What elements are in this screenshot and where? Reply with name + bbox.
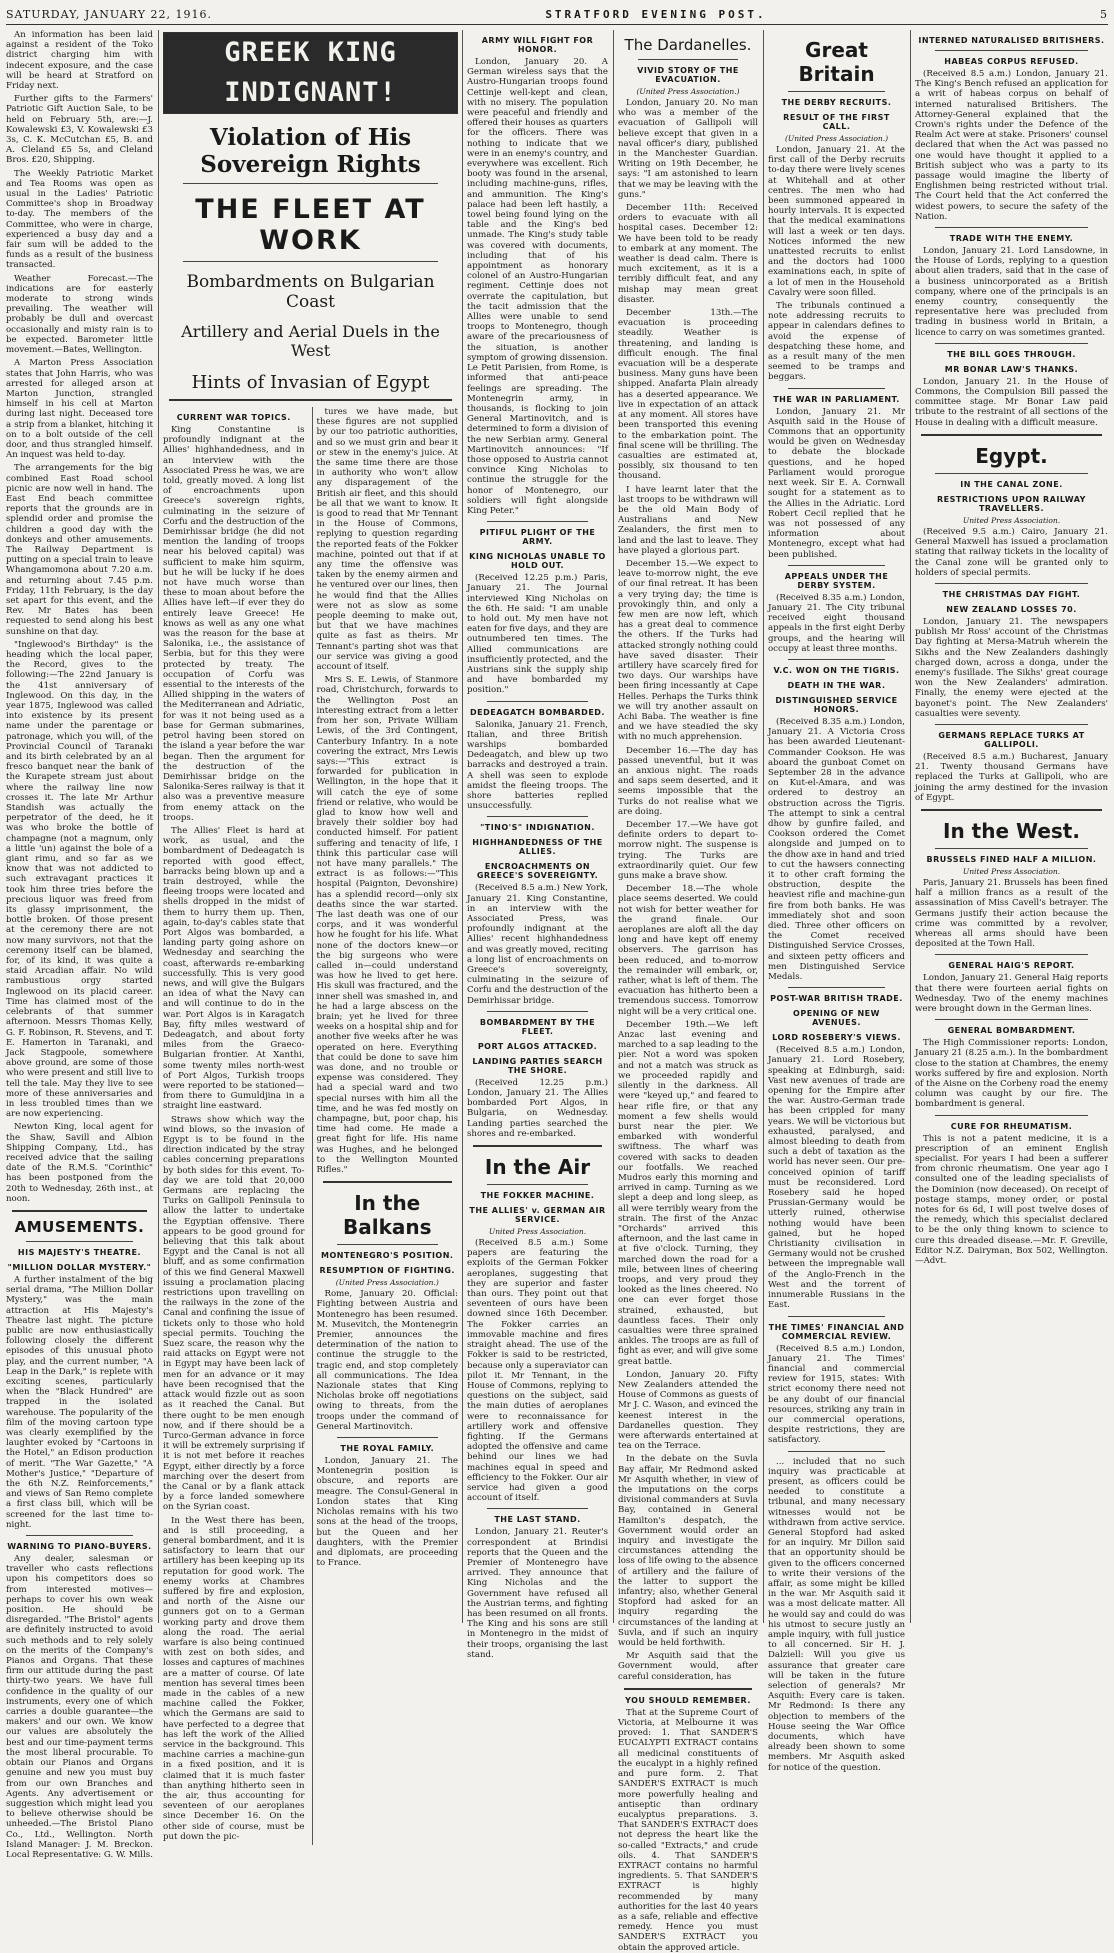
- section-divider: [935, 50, 1088, 51]
- section-divider: [935, 724, 1088, 725]
- christmas-fight-heading: THE CHRISTMAS DAY FIGHT.: [942, 589, 1081, 599]
- nz-losses-article: London, January 21. The newspapers publish Mr Ross' account of the Christmas Day fighting at Mersa-Matruh wherein the Sikhs and the New Zealanders dashingly charged down, across a donga, under the enemy's fusillade. The Sikhs' great courage won the New Zealanders' admiration. Finally, the enemy were ejected at the bayonet's point. The New Zealanders' casualties were seventy.: [915, 616, 1108, 719]
- landing-article: (Received 12.25 p.m.) London, January 21. The Allies bombarded Port Algos, in Bulgaria, on Wednesday. Landing parties searched the shores and re-embarked.: [467, 1077, 608, 1139]
- encroachments-article: (Received 8.5 a.m.) New York, January 21. King Constantine, in an interview with the Associated Press, was profoundly indignant at the Allies' recent highhandedness and was greatly moved, reciting a long list of encroachments on Greece's sovereignty, culminating in the seizure of Corfu and the destruction of the Demirhissar bridge.: [467, 883, 608, 1006]
- dardanelles-paragraph: December 17.—We have got definite orders to depart to-morrow night. The suspense is trying. The Turks are extraordinarily quiet. Our few guns make a brave show.: [618, 820, 758, 882]
- headline-greek-king: GREEK KING INDIGNANT!: [163, 32, 458, 114]
- section-divider: [935, 1019, 1088, 1020]
- rosebery-article: (Received 8.5 a.m.) London, January 21. Lord Rosebery, speaking at Edinburgh, said: Vast new avenues of trade are opening for the Empire after the war. Austro-German trade has been crippled for many years. We will be victorious but exhausted, paralysed, and almost bleeding to death from such a debt of taxation as the world has never seen. Our pre-conceived opinion of tariff must be reconsidered. Lord Rosebery said he hoped Prussian-Germany would be utterly ruined, otherwise nothing would have been gained, but he hoped Christianity civilisation in Germany would not be crushed between the impregnable wall of the Anglo-French in the West and the torrent of innumerable Russians in the East.: [768, 1045, 905, 1311]
- section-divider: [788, 1451, 885, 1452]
- interned-heading: INTERNED NATURALISED BRITISHERS.: [918, 36, 1105, 45]
- dardanelles-paragraph: London, January 20. No man who was a member of the evacuation of Gallipoli will believe except that given in a naval officer's diary, published in the Manchester Guardian. Writing on 19th December, he says: "I am astonished to learn that we may be leaving with the guns.": [618, 98, 758, 200]
- section-divider: [788, 388, 885, 389]
- dardanelles-paragraph: December 18.—The whole place seems deserted. We could not wish for better weather for the grand finale. Our aeroplanes are aloft all the day long and have kept off enemy observers. The garrison has been reduced, and to-morrow the remainder will embark, or, rather, what is left of them. The evacuation has hitherto been a tremendous success. Tomorrow night will be a very critical one.: [618, 884, 758, 1017]
- army-heading: ARMY WILL FIGHT FOR HONOR.: [481, 36, 594, 54]
- dedeagatch-article: Salonika, January 21. French, Italian, and three British warships bombarded Dedeagatch, and blew up two barracks and destroyed a train. A shell was seen to explode amidst the fleeing troops. The shore batteries replied unsuccessfully.: [467, 719, 608, 812]
- section-divider: [473, 1145, 602, 1147]
- section-divider: [935, 1115, 1088, 1116]
- dedeagatch-heading: DEDEAGATCH BOMBARDED.: [470, 707, 605, 717]
- theatre-subheading: "MILLION DOLLAR MYSTERY.": [7, 1262, 152, 1272]
- remember-advert: That at the Supreme Court of Victoria, at Melbourne it was proved: 1. That SANDER'S EUCALYPTI EXTRACT contains all medicinal constituents of the eucalypt in a highly refined and pure form. 2. That SANDER'S EXTRACT is much more powerfully healing and antiseptic than ordinary eucalyptus preparations. 3. That SANDER'S EXTRACT does not depress the heart like the so-called "Extracts," and crude oils. 4. That SANDER'S EXTRACT contains no harmful ingredients. 5. That SANDER'S EXTRACT is highly recommended by many authorities for the last 40 years as a safe, reliable and effective remedy. Hence you must SANDER'S EXTRACT you obtain the approved article.: [618, 1707, 758, 1953]
- section-divider: [12, 1210, 147, 1212]
- dardanelles-paragraph: In the debate on the Suvla Bay affair, Mr Redmond asked Mr Asquith whether, in view of the imputations on the corps divisional commanders at Suvla Bay, contained in General Hamilton's despatch, the Government would order an inquiry and investigate the circumstances attending the loss of life owing to the absence of artillery and the failure of the latter to support the infantry; also, whether General Stopford had asked for an inquiry regarding the circumstances of the landing at Suvla, and if such an inquiry would be held forthwith.: [618, 1454, 758, 1649]
- suvla-continuation: ... included that no such inquiry was practicable at present, as officers could be needed to constitute a tribunal, and many necessary witnesses would not be withdrawn from active service. General Stopford had asked for an inquiry. Mr Dillon said that an opportunity should be given to the officers concerned to write their versions of the affair, as some might be killed in the war. Mr Asquith said it was a most delicate matter. All he would say and could do was his utmost to secure justly an ample inquiry, with full justice to all concerned. Sir H. J. Dalziell: Will you give us assurance that greater care will be taken in the future selection of generals? Mr Asquith: Every care is taken. Mr Redmond: Is there any objection to members of the House seeing the War Office documents, which have already been shown to some members. Mr Asquith asked for notice of the question.: [768, 1456, 905, 1773]
- section-divider: [788, 1316, 885, 1317]
- avenues-heading: OPENING OF NEW AVENUES.: [793, 1009, 880, 1028]
- haig-article: London, January 21. General Haig reports that there were fourteen aerial fights on Wednesday. Two of the enemy machines were brought down in the German lines.: [915, 973, 1108, 1014]
- column-dardanelles: [618, 30, 758, 1953]
- montenegro-heading: MONTENEGRO'S POSITION.: [321, 1251, 454, 1261]
- parliament-heading: THE WAR IN PARLIAMENT.: [773, 394, 900, 404]
- byline: (United Press Association.): [784, 134, 889, 143]
- section-divider: [323, 1181, 453, 1183]
- column-rule: [613, 30, 614, 1623]
- death-heading: DEATH IN THE WAR.: [787, 680, 886, 690]
- headline-artillery: Artillery and Aerial Duels in the West: [181, 322, 440, 360]
- enemy-trade-article: London, January 21. Lord Lansdowne, in the House of Lords, replying to a question about alien traders, said that in the case of a business unincorporated as a British company, where one of the principals is an enemy country, consequently the representative here was precluded from trading in business world in Britain, a licence to carry on was sometimes granted.: [915, 246, 1108, 338]
- section-divider: [935, 848, 1088, 849]
- amusements-heading: AMUSEMENTS.: [14, 1217, 145, 1236]
- brussels-heading: BRUSSELS FINED HALF A MILLION.: [926, 854, 1097, 864]
- column-great-britain: [768, 30, 905, 1773]
- parliament-article: London, January 21. Mr Asquith said in the House of Commons that an opportunity would be given on Wednesday to debate the blockade questions, and he hoped Parliament would prorogue next week. Sir E. A. Cornwall sought for a statement as to the Allies in the Adriatic. Lord Robert Cecil replied that he was not possessed of any information about Montenegro, except what had been published.: [768, 406, 905, 560]
- column-rule: [910, 30, 911, 1623]
- section-divider: [487, 816, 588, 817]
- fokker-heading: THE FOKKER MACHINE.: [480, 1191, 595, 1201]
- war-topics-paragraph: tures we have made, but these figures are not supplied by our too patriotic authorities, and so we must grin and bear it or stew in the enemy's juice. At the same time there are those in authority who won't allow any disparagement of the British air fleet, and this should be all that we want to know. It is good to read that Mr Tennant in the House of Commons, replying to question regarding the reported feats of the Fokker machine, pointed out that if at any time the offensive was taken by the enemy airmen and he ventured over our lines, then he would find that the Allies were not as slow as some people deeming to make out, but that we have machines quite as fast as theirs. Mr Tennant's parting shot was that our service was giving a good account of itself.: [316, 407, 458, 673]
- theatre-article: A further instalment of the big serial drama, "The Million Dollar Mystery," was the main attraction at His Majesty's Theatre last night. The picture public are now enthusiastically following closely the different episodes of this unusual photo play, and the current number, "A Leap in the Dark," is replete with exciting scenes, particularly when the "Black Hundred" are trapped in the isolated warehouse. The popularity of the film of the moving cartoon type was clearly exemplified by the laughter evoked by "Cartoons in the Hotel," an Edison production of merit. "The War Gazette," "A Mother's Justice," "Departure of the 6th N.Z. Reinforcements," and views of San Remo complete a first class bill, which will be screened for the last time to-night.: [6, 1274, 153, 1530]
- haig-heading: GENERAL HAIG'S REPORT.: [948, 961, 1075, 971]
- balkans-heading: In the Balkans: [342, 1191, 432, 1240]
- montenegro-article: Rome, January 20. Official: Fighting between Austria and Montenegro has been resumed. M. Musevitch, the Montenegrin Premier, announces the determination of the nation to continue the struggle to the tragic end, and stop completely all communications. The Idea Nazionale states that King Nicholas broke off negotiations owing to threats, from the troops under the command of General Martinovitch.: [316, 1289, 458, 1432]
- dardanelles-paragraph: December 19th.—We left Anzac last evening and marched to a sap leading to the pier. Not a word was spoken and not a match was struck as we proceeded rapidly and silently in the darkness. All were "keyed up," and feared to hear rifle fire, or that any moment a few shells would burst near the pier. We embarked with wonderful swiftness. The wharf was covered with sacks to deaden our footfalls. We reached Mudros early this morning and arrived in camp. Turning as we slept a deep and long sleep, as all were terribly weary from the strain. The first of the Anzac "Orchards" arrived this afternoon, and the last came in at five o'clock. Turning, they marched down the road for a mile, between lines of cheering troops, and very proud they looked as the lines cheered. No one can ever forget those strained, exhausted, but dauntless faces. Their only casualties were three sprained ankles. The troops are as full of fight as ever, and will give some great battle.: [618, 1019, 758, 1367]
- section-divider: [487, 1011, 588, 1012]
- issue-date: SATURDAY, JANUARY 22, 1916.: [6, 7, 212, 21]
- times-article: (Received 8.5 a.m.) London, January 21. The Times' financial and commercial review for 1915, states: With strict economy there need not be any doubt of our financial resources, striking any train in our commercial operations, despite restrictions, they are satisfactory.: [768, 1343, 905, 1446]
- theatre-heading: HIS MAJESTY'S THEATRE.: [17, 1247, 142, 1257]
- general-bombardment-article: The High Commissioner reports: London, January 21 (8.25 a.m.). In the bombardment close to the station at Chambres, the enemy works suffered by fire and explosion. North of the Aisne on the Corbeny road the enemy column was caught by our fire. The bombardment is general.: [915, 1038, 1108, 1110]
- fleet-bombardment-heading: BOMBARDMENT BY THE FLEET.: [479, 1017, 596, 1036]
- byline: (United Press Association.): [335, 1278, 439, 1288]
- habeas-heading: HABEAS CORPUS REFUSED.: [944, 57, 1079, 66]
- section-divider: [935, 343, 1088, 344]
- west-heading: In the West.: [943, 818, 1080, 843]
- section-divider: [935, 227, 1088, 228]
- times-heading: THE TIMES' FINANCIAL AND COMMERCIAL REVIEW.: [768, 1322, 905, 1341]
- column-rule: [462, 30, 463, 1623]
- column-rule: [763, 30, 764, 1623]
- news-paragraph: "Inglewood's Birthday" is the heading which the local paper, the Record, gives to the following:—The 22nd January is the 41st anniversary of Inglewood. On this day, in the year 1875, Inglewood was called into existence by its present name under the parentage or patronage, which you will, of the Provincial Council of Taranaki and its birth celebrated by an al fresco banquet near the bank of the Kurapete stream just about where the railway line now crosses it. The late Mr Arthur Standish was actually the perpetrator of the deed, he it was who broke the bottle of champagne (not a magnum, only a little 'un) against the bole of a giant rimu, and so far as we know that was not addicted to such extravagant practices it took him three tries before the precious liquor was freed from its glassy imprisonment, the bottle broken. Of those present at the ceremony there are not now many survivors, not that the ceremony itself can be blamed, for, of its kind, it was quite a staid Arcadian affair. No wild rambustious orgy started Inglewood on its placid career. Time has claimed most of the celebrants of that summer afternoon. Messrs Thomas Kelly, G. F. Robinson, R. Stevens, and T. E. Hamerton in Taranaki, and Jack Stagpoole, somewhere above ground, are some of those who were present and still live to tell the tale. May they live to see more of these anniversaries and in less troubled times than we are now experiencing.: [6, 639, 153, 1120]
- war-topics-paragraph: In the West there has been, and is still proceeding, a general bombardment, and it is satisfactory to learn that our artillery has been keeping up its reputation for good work. The enemy works at Chambres suffered by fire and explosion, and north of the Aisne our gunners got on to a German working party and drove them along the road. The aerial warfare is also being continued with zest on both sides, and losses and captures of machines are a matter of course. Of late mention has several times been made in the cables of a new machine called the Fokker, which the Germans are said to have perfected to a degree that has left the work of the Allied service in the background. This machine carries a machine-gun in a fixed position, and it is claimed that it is much faster than anything hitherto seen in the air, thus accounting for seventeen of our aeroplanes since December 16. On the other side of course, must be put down the pic-: [163, 1515, 305, 1842]
- nicholas-article: (Received 12.25 p.m.) Paris, January 21. The Journal interviewed King Nicholas on the 6th. He said: "I am unable to hold out. My men have not eaten for five days, and they are outnumbered ten times. The Allied communications are insufficiently protected, and the Austrians sink the supply ship and have bombarded my position.": [467, 573, 608, 696]
- section-divider: [788, 659, 885, 660]
- air-heading: In the Air: [484, 1155, 591, 1180]
- section-divider: [788, 987, 885, 988]
- section-divider: [624, 1688, 752, 1690]
- royal-family-article: London, January 21. The Montenegrin position is obscure, and reports are meagre. The Consul-General in London states that King Nicholas remains with his two sons at the head of the troops, but the Queen and her daughters, with the Premier and diplomats, are proceeding to France.: [316, 1456, 458, 1569]
- section-divider: [183, 183, 438, 184]
- column-montenegro: [467, 30, 608, 1660]
- headline-bulgarian-coast: Bombardments on Bulgarian Coast: [186, 272, 435, 312]
- railway-article: (Received 9.5 a.m.) Cairo, January 21. General Maxwell has issued a proclamation stating that railway tickets in the locality of the Canal zone will be granted only to holders of special permits.: [915, 526, 1108, 578]
- evacuation-heading: VIVID STORY OF THE EVACUATION.: [637, 66, 739, 84]
- nz-losses-heading: NEW ZEALAND LOSSES 70.: [946, 604, 1077, 614]
- bill-heading: THE BILL GOES THROUGH.: [947, 349, 1076, 359]
- egypt-heading: Egypt.: [975, 443, 1048, 468]
- tino-heading: "TINO'S" INDIGNATION.: [480, 823, 595, 833]
- war-topics-left: [163, 407, 305, 1845]
- rheumatism-advert: This is not a patent medicine, it is a prescription of an eminent English specialist. For years I had been a sufferer from chronic rheumatism. One year ago I consulted one of the leading specialists of the Dominion (now deceased). On receipt of postage stamps, money order, or postal notes for 6s 6d, I will post twelve doses of the remedy, which this specialist declared to be the only thing known to science to cure this dreaded disease.—Mr. F. Greville, Editor N.Z. Dairyman, Box 502, Wellington.—Advt.: [915, 1133, 1108, 1267]
- war-topics-paragraph: King Constantine is profoundly indignant at the Allies' highhandedness, and in an interview with the Associated Press he was, we are told, greatly moved. A long list of encroachments upon Greece's sovereign rights, culminating in the seizure of Corfu and the destruction of the Demirhissar bridge (he did not mention the landing of troops near his beloved capital) was sufficient to make him squirm, but he will be lucky if he does not have much worse than these to moan about before the Allies have left—if ever they do entirely leave Greece! He knows as well as any one what was the reason for the base at Salonika, i.e., the assistance of Serbia, but for this they were protected by treaty. The occupation of Corfu was essential to the interests of the Allied shipping in the waters of the Mediterranean and Adriatic, for was it not being used as a base for German submarines, petrol having been stored on the island a year before the war began. Then the argument for the destruction of the Demirhissar bridge on the Salonika-Seres railway is that it also was a preventive measure from enemy attack on the troops.: [163, 425, 305, 823]
- dardanelles-paragraph: Mr Asquith said that the Government would, after careful consideration, has: [618, 1651, 758, 1682]
- section-divider: [935, 473, 1088, 474]
- war-topics-paragraph: Straws show which way the wind blows, so the invasion of Egypt is to be found in the direction indicated by the stray cables concerning preparations by both sides for this event. To-day we are told that 20,000 Germans are replacing the Turks on Gallipoli Peninsula to allow the latter to undertake the Egyptian offensive. There appears to be good ground for believing that this talk about Egypt and the Canal is not all bluff, and as some confirmation of this we find General Maxwell issuing a proclamation placing restrictions upon travelling on the railways in the zone of the Canal and confining the issue of tickets only to those who hold special permits. Touching the Suez scare, the reason why the raid attacks on Egypt were not in Egypt may have been lack of men for an advance or it may have been recognised that the attack would fizzle out as soon as it reached the Canal. But there ought to be men enough now, and if there should be a Turco-German advance in force it will be extremely surprising if it is not met before it reaches Egypt, either directly by a force marching over the desert from the Canal or by a flank attack by a force landed somewhere on the Syrian coast.: [163, 1114, 305, 1513]
- news-paragraph: The Weekly Patriotic Market and Tea Rooms was open as usual in the Ladies' Patriotic Committee's shop in Broadway to-day. The members of the Committee, who were in charge, experienced a busy day and a fair sum will be added to the funds as a result of the business transacted.: [6, 168, 153, 271]
- dardanelles-paragraph: London, January 20. Fifty New Zealanders attended the House of Commons as guests of Mr J. C. Wason, and evinced the keenest interest in the Dardanelles question. They were afterwards entertained at tea on the Terrace.: [618, 1369, 758, 1452]
- brussels-article: Paris, January 21. Brussels has been fined half a million francs as a result of the assassination of Miss Cavell's betrayer. The Germans justify their action because the crime was committed by a revolver, whereas all arms should have been deposited at the Town Hall.: [915, 877, 1108, 950]
- byline: United Press Association.: [488, 1227, 587, 1237]
- gallipoli-article: (Received 8.5 a.m.) Bucharest, January 21. Twenty thousand Germans have replaced the Turks at Gallipoli, who are joining the army destined for the invasion of Egypt.: [915, 751, 1108, 803]
- railway-heading: RESTRICTIONS UPON RAILWAY TRAVELLERS.: [937, 494, 1086, 513]
- bill-article: London, January 21. In the House of Commons, the Compulsion Bill passed the committee stage. Mr Bonar Law paid tribute to the restraint of all sections of the House in dealing with a difficult measure.: [915, 376, 1108, 428]
- news-paragraph: A Marton Press Association states that John Harris, who was arrested for alleged arson at Marton Junction, strangled himself in his cell at Marton during last night. Deceased tore a strip from a blanket, hitching it on to a bolt outside of the cell door, and thus strangled himself. An inquest was held to-day.: [6, 358, 153, 461]
- port-algos-heading: PORT ALGOS ATTACKED.: [477, 1041, 598, 1051]
- vc-article: (Received 8.35 a.m.) London, January 21. A Victoria Cross has been awarded Lieutenant-Commander Cookson. He was aboard the gunboat Comet on September 28 in the advance on Kut-el-Amara, and was ordered to destroy an obstruction across the Tigris. The attempt to sink a central dhow by gunfire failed, and Cookson ordered the Comet alongside and jumped on to the dhow axe in hand and tried to cut the hawsers connecting it to other craft forming the obstruction, despite the heaviest rifle and machine-gun fire from both banks. He was immediately shot and soon died. Three other officers on the Comet received Distinguished Service Crosses, and sixteen petty officers and men Distinguished Service Medals.: [768, 716, 905, 983]
- section-divider: [26, 1535, 133, 1536]
- remember-heading: YOU SHOULD REMEMBER.: [625, 1695, 751, 1705]
- dardanelles-paragraph: December 13th.—The evacuation is proceeding steadily. Weather is threatening, and landing is difficult enough. The final evacuation will be a desperate business. Many guns have been shipped. Anafarta Plain already has a deserted appearance. We live in expectation of an attack at any moment. All stores have been transported this evening to the embarkation point. The final scene will be thrilling. The casualties are estimated at, possibly, six thousand to ten thousand.: [618, 308, 758, 482]
- encroachments-heading: ENCROACHMENTS ON GREECE'S SOVEREIGNTY.: [476, 862, 599, 881]
- vc-heading: V.C. WON ON THE TIGRIS.: [773, 665, 900, 675]
- dardanelles-paragraph: December 16.—The day has passed uneventful, but it was an anxious night. The roads and saps seem deserted, and it seems impossible that the Turks do not realise what we are doing.: [618, 745, 758, 817]
- rheumatism-heading: CURE FOR RHEUMATISM.: [950, 1121, 1073, 1131]
- trade-heading: POST-WAR BRITISH TRADE.: [770, 994, 903, 1004]
- news-paragraph: An information has been laid against a resident of the Toko district charging him with indecent exposure, and the case will be heard at Stratford on Friday next.: [6, 30, 153, 92]
- air-service-heading: THE ALLIES' v. GERMAN AIR SERVICE.: [469, 1206, 606, 1225]
- nicholas-heading: KING NICHOLAS UNABLE TO HOLD OUT.: [469, 552, 606, 571]
- canal-zone-heading: IN THE CANAL ZONE.: [960, 479, 1063, 489]
- general-bombardment-heading: GENERAL BOMBARDMENT.: [947, 1026, 1076, 1036]
- dardanelles-paragraph: December 15.—We expect to leave to-morrow night, the eve of our final retreat. It has been a very trying day; the time is provokingly thin, and only a few men are now left, which has a great deal to commence the others. If the Turks had attacked strongly nothing could have saved disaster. Their artillery have scarcely fired for two days. Our warships have been firing incessantly at Cape Helles. Perhaps the Turks think we will try another assault on Achi Baba. The weather is fine and we have steadied the sky with no much apprehension.: [618, 558, 758, 743]
- section-divider: [487, 1184, 588, 1185]
- section-divider: [337, 1437, 439, 1438]
- section-divider: [921, 434, 1102, 436]
- headline-fleet: THE FLEET AT WORK: [195, 194, 426, 256]
- page-number: 5: [1099, 7, 1108, 21]
- section-divider: [183, 261, 438, 262]
- section-divider: [935, 583, 1088, 584]
- fighting-subheading: RESUMPTION OF FIGHTING.: [319, 1266, 455, 1276]
- paper-name: STRATFORD EVENING POST.: [545, 7, 767, 21]
- derby-heading: THE DERBY RECRUITS.: [781, 98, 892, 107]
- rosebery-heading: LORD ROSEBERY'S VIEWS.: [772, 1033, 901, 1043]
- column-rule: [158, 30, 159, 1623]
- gallipoli-heading: GERMANS REPLACE TURKS AT GALLIPOLI.: [938, 730, 1085, 749]
- dardanelles-paragraph: I have learnt later that the last troops to be withdrawn will be the old Main Body of Australians and New Zealanders, the first men to land and the last to leave. They have played a glorious part.: [618, 484, 758, 556]
- section-divider: [638, 59, 738, 60]
- great-britain-heading: Great Britain: [798, 38, 875, 86]
- news-paragraph: Weather Forecast.—The indications are for easterly moderate to strong winds prevailing. The weather will probably be dull and overcast occasionally and misty rain is to be expected. Barometer little movement.—Bates, Wellington.: [6, 273, 153, 356]
- appeals-article: (Received 8.35 a.m.) London, January 21. The City tribunal received eight thousand appeals in the first eight Derby groups, and the hearing will occupy at least three months.: [768, 592, 905, 654]
- plight-heading: PITIFUL PLIGHT OF THE ARMY.: [479, 528, 596, 547]
- army-article: London, January 20. A German wireless says that the Austro-Hungarian troops found Cettinje well-kept and clean, with no misery. The population were peaceful and friendly and offered their houses as quarters for the officers. There was nothing to indicate that we were in an enemy's country, and everywhere was excellent. Rich booty was found in the arsenal, including machine-guns, rifles, and ammunition. The King's palace had been left hastily, a towel being found lying on the table and the King's bed unmade. The King's study table was covered with documents, including that of his appointment as honorary colonel of an Austro-Hungarian regiment. Cettinje does not overrate the capitulation, but the tacit admission that the Allies were unable to send troops to Montenegro, though aware of the precariousness of the situation, is another symptom of growing dissension. Le Petit Parisien, from Rome, is informed that anti-peace feelings are spreading. The Montenegrin army, in thousands, is flocking to join General Martinovitch, and is determined to form a division of the new Serbian army. General Martinovitch announces: "If those opposed to Austria cannot convince King Nicholas to continue the struggle for the honor of Montenegro, our soldiers will fight alongside King Peter.": [467, 57, 608, 516]
- news-paragraph: Newton King, local agent for the Shaw, Savill and Albion Shipping Company, Ltd., has received advice that the sailing date of the R.M.S. "Corinthic" has been postponed from the 20th to Wednesday, 26th inst., at noon.: [6, 1122, 153, 1204]
- derby-article: London, January 21. At the first call of the Derby recruits to-day there were lively scenes at Whitehall and at other centres. The men who had been summoned appeared in hourly intervals. It is expected that the medical examinations will last a week or ten days. Notices informed the new unattested recruits to enlist and the doctors had 1000 examinations each, in spite of a lot of men in the Household Cavalry were soon filled.: [768, 145, 905, 298]
- column-main-war-news: [163, 30, 458, 1842]
- landing-heading: LANDING PARTIES SEARCH THE SHORE.: [472, 1056, 603, 1075]
- headline-egypt: Hints of Invasian of Egypt: [191, 372, 430, 393]
- column-local-news: [6, 30, 153, 1860]
- section-divider: [921, 809, 1102, 811]
- tribunal-article: The tribunals continued a note addressing recruits to appear in calendars defines to avoid the expense of despatching these home, and as a result many of the men seemed to be tramps and beggars.: [768, 301, 905, 383]
- piano-advert: Any dealer, salesman or traveller who casts reflections upon his competitors does so from interested motives—perhaps to cover his own weak position. He should be disregarded. "The Bristol" agents are definitely instructed to avoid such methods and to rely solely on the merits of the Company's Pianos and Organs. That these firm our attitude during the past thirty-two years. We have full confidence in the quality of our instruments, every one of which carries a double guarantee—the makers' and our own. We know our values are absolutely the best and our time-payment terms the most liberal procurable. To obtain our Pianos and Organs genuine and new you must buy from our own Branches and Agents. Any advertisement or suggestion which might lead you to believe otherwise should be unheeded.—The Bristol Piano Co., Ltd., Wellington. North Island Manager: J. M. Breckon. Local Representative: G. W. Mills.: [6, 1554, 153, 1860]
- byline: (United Press Association.): [636, 87, 740, 96]
- news-paragraph: Further gifts to the Farmers' Patriotic Gift Auction Sale, to be held on February 5th, are:—J. Kowalewski £3, V. Kowalewski £3 3s, C. K. McCutchan £5, B. and A. Cleland £5 5s, and Cleland Bros. £20, Shipping.: [6, 94, 153, 166]
- section-divider: [487, 521, 588, 522]
- section-divider: [26, 1241, 133, 1242]
- news-paragraph: The arrangements for the big combined East Road school picnic are now well in hand. The East End beach committee reports that the grounds are in splendid order and promise the children a good day with the donkeys and other amusements. The Railway Department is putting on a special train to leave Whangamomona about 7.20 a.m. and returning about 7.45 p.m. Friday, 11th February, is the day set apart for this event, and the Rev. Mr Bates has been requested to send along his best sunshine on that day.: [6, 463, 153, 637]
- byline: United Press Association.: [962, 515, 1061, 525]
- habeas-article: (Received 8.5 a.m.) London, January 21. The King's Bench refused an application for a writ of habeas corpus on behalf of interned naturalised Britishers. The Attorney-General explained that the Crown's rights under the Defence of the Realm Act were at stake. Prisoners' counsel declared that when the Act was passed no one would have thought it applied to a British subject who was a party to its passage would imagine the liberty of Englishmen being restricted without trial. The Court held that the Act conferred the widest powers, to secure the safety of the Nation.: [915, 69, 1108, 222]
- section-divider: [935, 954, 1088, 955]
- section-divider: [788, 565, 885, 566]
- air-service-article: (Received 8.5 a.m.) Some papers are featuring the exploits of the German Fokker aeroplanes, suggesting that they are superior and faster than ours. They point out that seventeen of ours have been downed since 16th December. The Fokker carries an immovable machine and fires straight ahead. The use of the Fokker is said to be restricted, because only a superaviator can pilot it. Mr Tennant, in the House of Commons, replying to questions on the subject, said the main duties of aeroplanes were to reconnaissance for artillery work and offensive fighting. If the Germans adopted the offensive and came behind our lines we had machines equal in speed and efficiency to the Fokker. Our air service had given a good account of itself.: [467, 1238, 608, 1504]
- last-stand-article: London, January 21. Reuter's correspondent at Brindisi reports that the Queen and the Premier of Montenegro have arrived. They announce that King Nicholas and the Government have refused all the Austrian terms, and fighting has been resumed on all fronts. The King and his sons are still in Montenegro in the midst of their troops, organising the last stand.: [467, 1527, 608, 1660]
- enemy-trade-heading: TRADE WITH THE ENEMY.: [949, 234, 1074, 244]
- appeals-heading: APPEALS UNDER THE DERBY SYSTEM.: [784, 571, 889, 590]
- section-divider: [169, 399, 452, 401]
- first-call-heading: RESULT OF THE FIRST CALL.: [783, 113, 890, 131]
- section-divider: [788, 91, 885, 92]
- war-topics-heading: CURRENT WAR TOPICS.: [176, 413, 291, 422]
- honors-heading: DISTINGUISHED SERVICE HONORS.: [775, 695, 898, 714]
- dardanelles-paragraph: December 11th: Received orders to evacuate with all hospital cases. December 12: We have been told to be ready to embark at any moment. The weather is dead calm. There is much excitement, as it is a terribly difficult feat, and any mishap may mean great disaster.: [618, 203, 758, 305]
- last-stand-heading: THE LAST STAND.: [494, 1515, 581, 1525]
- column-egypt-west: [915, 30, 1108, 1625]
- bonar-law-heading: MR BONAR LAW'S THANKS.: [944, 364, 1079, 374]
- masthead: [6, 4, 1108, 25]
- section-divider: [487, 1508, 588, 1509]
- dardanelles-heading: The Dardanelles.: [624, 36, 752, 54]
- war-topics-paragraph: The Allies' Fleet is hard at work, as usual, and the bombardment of Dedeagatch is reported with good effect, barracks being blown up and a train destroyed, while the fleeing troops were located and shells dropped in the midst of them to hurry them up. Then, again, to-day's cables state that Port Algos was bombarded, a landing party going ashore on Wednesday and searching the coast, afterwards re-embarking successfully. This is very good news, and will give the Bulgars an idea of what the Navy can and will continue to do in the war. Port Algos is in Karagatch Bay, fifty miles westward of Dedeagatch, and about forty miles from the Graeco-Bulgarian frontier. At Xanthi, some twenty miles north-west of Port Algos, Turkish troops were reported to be stationed—from there to Gumuldjina in a straight line eastward.: [163, 825, 305, 1112]
- highhandedness-heading: HIGHHANDEDNESS OF THE ALLIES.: [472, 838, 603, 857]
- headline-sovereign-rights: Violation of His Sovereign Rights: [200, 124, 421, 178]
- section-divider: [337, 1244, 439, 1245]
- piano-heading: WARNING TO PIANO-BUYERS.: [7, 1542, 152, 1552]
- section-divider: [487, 701, 588, 702]
- royal-family-heading: THE ROYAL FAMILY.: [340, 1444, 435, 1454]
- war-topics-right: [312, 407, 459, 1845]
- war-topics-columns: [163, 407, 458, 1845]
- war-topics-paragraph: Mrs S. E. Lewis, of Stanmore road, Christchurch, forwards to the Wellington Post an interesting extract from a letter from her son, Private William Lewis, of the 3rd Contingent, Canterbury Infantry. In a note covering the extract, Mrs Lewis says:—"This extract is forwarded for publication in Wellington, in the hope that it will catch the eye of some friend or relative, who would be glad to know how well and bravely their soldier boy had conducted himself. For patient suffering and tenacity of life, I think this particular case will not have many parallels." The extract is as follows:—"This hospital (Paignton, Devonshire) has a splendid record—only six deaths since the war started. The last death was one of our corps, and it was wonderful how he fought for his life. What none of the doctors knew—or the big surgeons who were called in—could understand was how he lived to get here. His skull was fractured, and the inner shell was smashed in, and he had a large abscess on the brain; yet he lived for three weeks on a hospital ship and for another five weeks after he was operated on here. Everything that could be done to save him was done, and no trouble or expense was considered. They had a special ward and two special nurses with him all the time, and he was fed mostly on champagne, but, poor chap, his time had come. He made a great fight for life. His name was Hughes, and he belonged to the Wellington Mounted Rifles.": [316, 675, 458, 1176]
- byline: United Press Association.: [962, 866, 1061, 876]
